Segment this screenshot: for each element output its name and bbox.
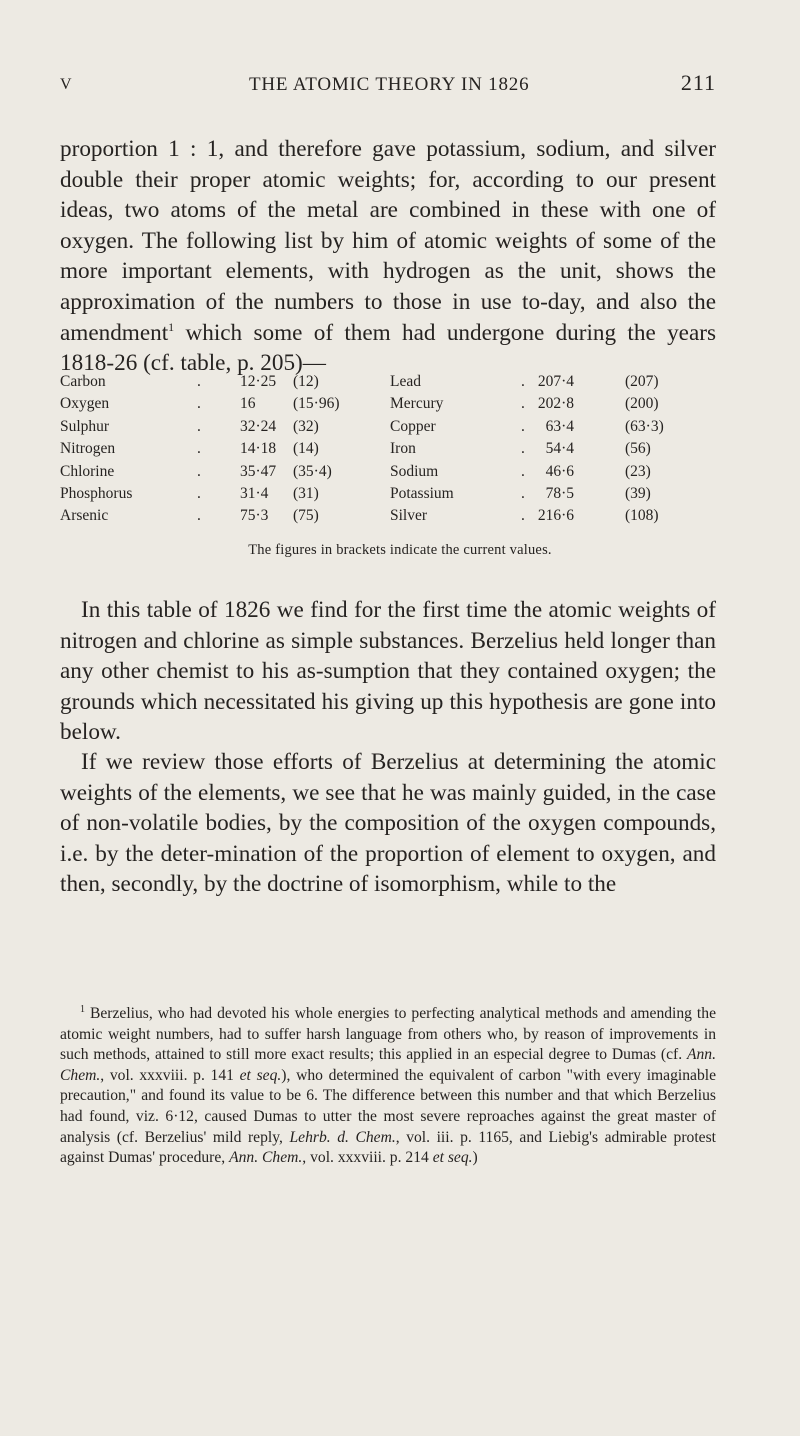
- atomic-weight-1826: 16: [240, 395, 256, 413]
- atomic-weight-1826: 32·24: [240, 417, 277, 435]
- atomic-weight-current: (75): [293, 507, 319, 525]
- leader-dot: .: [197, 395, 201, 413]
- atomic-weight-1826: 31·4: [240, 484, 269, 502]
- leader-dot: .: [197, 462, 201, 480]
- leader-dot: .: [521, 373, 525, 390]
- paragraph-2: [60, 595, 716, 748]
- atomic-weight-current: (31): [293, 484, 319, 502]
- table-row: [60, 461, 730, 483]
- footnote-reference[interactable]: 1: [168, 319, 175, 334]
- atomic-weight-current: (207): [625, 373, 659, 390]
- paragraph-1: [60, 134, 716, 379]
- atomic-weight-current: (12): [293, 373, 319, 390]
- paragraph-3-text: If we review those efforts of Berzelius at determining the atomic weights of the elements, we see that he was mainly guided, in the case of non-volatile bodies, by the composition of the oxygen compounds, i.e. by the deter-mination of the proportion of element to oxygen, and then, secondly, by the doctrine of isomorphism, while to the: [60, 749, 716, 898]
- element-name: Oxygen: [60, 395, 110, 413]
- atomic-weight-1826: 63·4: [545, 417, 574, 435]
- atomic-weight-current: (108): [625, 507, 659, 525]
- table-row: [60, 416, 730, 438]
- atomic-weight-1826: 78·5: [545, 484, 574, 502]
- atomic-weight-1826: 46·6: [545, 462, 574, 480]
- paragraph-2-text: In this table of 1826 we find for the first time the atomic weights of nitrogen and chlorine as simple substances. Berzelius held longer than any other chemist to his as-sumption that they contained oxygen; the grounds which necessitated his giving up this hypothesis are gone into below.: [60, 597, 716, 746]
- footnote-citation: Lehrb. d. Chem.: [289, 1128, 396, 1146]
- footnote-mark: 1: [80, 1004, 85, 1015]
- element-name: Potassium: [390, 484, 454, 502]
- atomic-weight-1826: 12·25: [240, 373, 277, 390]
- leader-dot: .: [197, 417, 201, 435]
- atomic-weight-current: (200): [625, 395, 659, 413]
- leader-dot: .: [521, 417, 525, 435]
- atomic-weight-current: (63·3): [625, 417, 664, 435]
- element-name: Phosphorus: [60, 484, 133, 502]
- leader-dot: .: [521, 507, 525, 525]
- element-name: Lead: [390, 373, 421, 390]
- atomic-weight-1826: 35·47: [240, 462, 277, 480]
- leader-dot: .: [521, 440, 525, 458]
- paragraph-1-text: proportion 1 : 1, and therefore gave potassium, sodium, and silver double their proper atomic weights; for, according to our present ideas, two atoms of the metal are combined in these with one of oxygen. The following list by him of atomic weights of some of the more important elements, with hydrogen as the unit, shows the approximation of the numbers to those in use to-day, and also the amendment: [60, 136, 716, 346]
- atomic-weight-current: (56): [625, 440, 651, 458]
- leader-dot: .: [197, 373, 201, 390]
- chapter-number: V: [60, 76, 73, 93]
- atomic-weights-table: [60, 371, 730, 528]
- leader-dot: .: [197, 507, 201, 525]
- page-number: 211: [680, 70, 716, 95]
- atomic-weight-current: (23): [625, 462, 651, 480]
- atomic-weight-1826: 14·18: [240, 440, 277, 458]
- element-name: Copper: [390, 417, 436, 435]
- leader-dot: .: [197, 484, 201, 502]
- element-name: Mercury: [390, 395, 444, 413]
- table-row: [60, 438, 730, 460]
- element-name: Sulphur: [60, 417, 110, 435]
- paragraph-1-text-cont: which some of them had undergone during the years 1818-26 (cf. table, p. 205)—: [60, 319, 716, 377]
- leader-dot: .: [521, 462, 525, 480]
- leader-dot: .: [521, 484, 525, 502]
- atomic-weight-1826: 207·4: [537, 373, 574, 390]
- running-head: [60, 70, 716, 102]
- element-name: Silver: [390, 507, 428, 525]
- element-name: Chlorine: [60, 462, 115, 480]
- atomic-weight-current: (35·4): [293, 462, 332, 480]
- footnote-text-2: , vol. xxxviii. p. 141: [100, 1066, 240, 1084]
- footnote-text-3: ), who determined the equivalent of carbon "with every imaginable precaution," and found its value to be 6. The difference between this number and that which Berzelius had found, viz. 6·12, caused Dumas to utter the most severe reproaches against the great master of analysis (cf. Berzelius' mild reply,: [60, 1066, 717, 1146]
- element-name: Carbon: [60, 373, 106, 390]
- footnote-citation: Ann. Chem.: [229, 1149, 303, 1167]
- atomic-weight-1826: 54·4: [545, 440, 574, 458]
- atomic-weight-current: (15·96): [293, 395, 340, 413]
- footnote: [60, 1004, 716, 1169]
- atomic-weight-1826: 202·8: [537, 395, 574, 413]
- atomic-weight-current: (39): [625, 484, 651, 502]
- footnote-text-5: , vol. xxxviii. p. 214: [302, 1149, 433, 1167]
- table-row: [60, 505, 730, 527]
- leader-dot: .: [197, 440, 201, 458]
- table-row: [60, 371, 730, 393]
- table-row: [60, 393, 730, 415]
- paragraph-3: [60, 747, 716, 900]
- leader-dot: .: [521, 395, 525, 413]
- running-title: THE ATOMIC THEORY IN 1826: [249, 74, 530, 95]
- element-name: Sodium: [390, 462, 439, 480]
- table-note: The figures in brackets indicate the current values.: [248, 542, 552, 558]
- footnote-citation: et seq.: [432, 1149, 473, 1167]
- element-name: Arsenic: [60, 507, 109, 525]
- footnote-citation: et seq.: [239, 1066, 282, 1084]
- footnote-text-1: Berzelius, who had devoted his whole energies to perfecting analytical methods and amending the atomic weight numbers, had to suffer harsh language from others who, by reason of improvements in such methods, attained to still more exact results; this applied in an especial degree to Dumas (cf.: [60, 1005, 716, 1064]
- atomic-weight-current: (14): [293, 440, 319, 458]
- element-name: Iron: [390, 440, 416, 458]
- footnote-citation: Ann. Chem.: [60, 1046, 716, 1084]
- footnote-text-4: , vol. iii. p. 1165, and Liebig's admirable protest against Dumas' procedure,: [60, 1128, 716, 1167]
- atomic-weight-1826: 75·3: [240, 507, 269, 525]
- atomic-weight-1826: 216·6: [537, 507, 574, 525]
- element-name: Nitrogen: [60, 440, 116, 458]
- atomic-weight-current: (32): [293, 417, 319, 435]
- table-row: [60, 483, 730, 505]
- footnote-text-6: ): [472, 1149, 478, 1167]
